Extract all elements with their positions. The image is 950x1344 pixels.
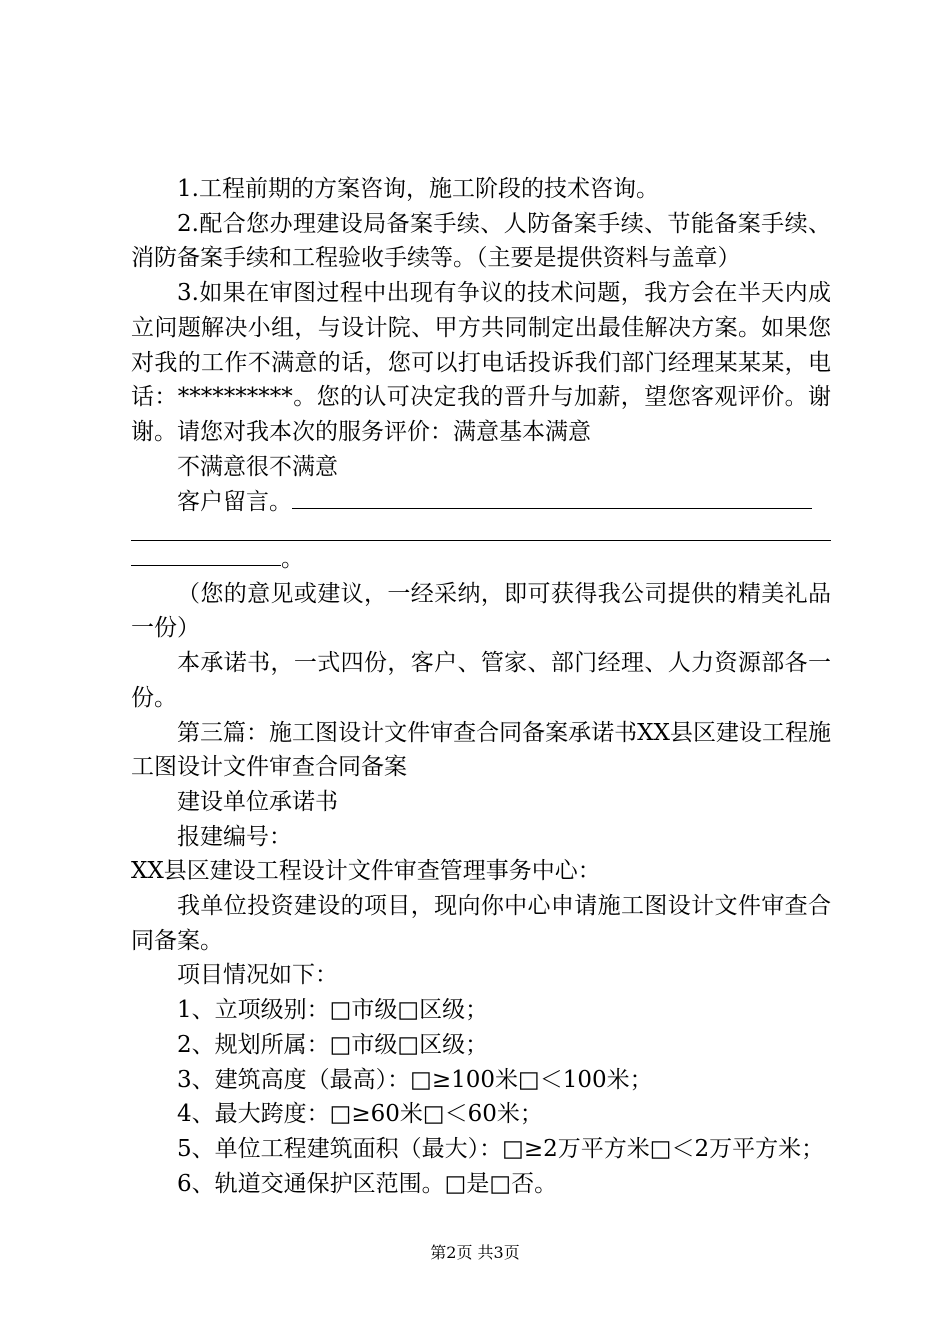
document-body (131, 172, 831, 1201)
page-footer: 第2页 共3页 (430, 1243, 520, 1262)
paragraph-message-end (131, 541, 831, 577)
paragraph-application: 我单位投资建设的项目，现向你中心申请施工图设计文件审查合同备案。 (131, 893, 831, 954)
paragraph-copies: 本承诺书，一式四份，客户、管家、部门经理、人力资源部各一份。 (131, 650, 831, 711)
message-line-1[interactable] (292, 484, 812, 509)
paragraph-item-rail-zone: 6、轨道交通保护区范围。□是□否。 (177, 1170, 558, 1197)
paragraph-registration-number: 报建编号： (177, 823, 292, 850)
paragraph-rating-options: 不满意很不满意 (177, 453, 338, 480)
paragraph-gift-note: （您的意见或建议，一经采纳，即可获得我公司提供的精美礼品一份） (131, 580, 831, 642)
message-end-mark: 。 (281, 546, 304, 573)
customer-message-label: 客户留言。 (177, 489, 292, 516)
paragraph-item-height: 3、建筑高度（最高）：□≥100米□＜100米； (177, 1066, 653, 1093)
message-line-2[interactable] (131, 520, 831, 541)
paragraph-filing-assist: 2.配合您办理建设局备案手续、人防备案手续、节能备案手续、消防备案手续和工程验收手续等。（主要是提供资料与盖章） (131, 210, 831, 272)
paragraph-commitment-title: 建设单位承诺书 (177, 788, 338, 815)
paragraph-item-area: 5、单位工程建筑面积（最大）：□≥2万平方米□＜2万平方米； (177, 1135, 825, 1162)
paragraph-addressee: XX县区建设工程设计文件审查管理事务中心： (131, 858, 601, 885)
message-line-3[interactable] (131, 541, 281, 566)
paragraph-project-info: 项目情况如下： (177, 962, 338, 989)
paragraph-consulting: 1.工程前期的方案咨询，施工阶段的技术咨询。 (177, 176, 659, 202)
paragraph-part-three-title: 第三篇：施工图设计文件审查合同备案承诺书XX县区建设工程施工图设计文件审查合同备案 (131, 719, 831, 781)
paragraph-item-approval-level: 1、立项级别：□市级□区级； (177, 997, 489, 1024)
paragraph-item-span: 4、最大跨度：□≥60米□＜60米； (177, 1101, 543, 1128)
paragraph-customer-message (131, 484, 831, 520)
paragraph-item-planning: 2、规划所属：□市级□区级； (177, 1031, 489, 1058)
paragraph-dispute-resolution: 3.如果在审图过程中出现有争议的技术问题，我方会在半天内成立问题解决小组，与设计院、甲方共同制定出最佳解决方案。如果您对我的工作不满意的话，您可以打电话投诉我们部门经理某某某，电话：**********。您的认可决定我的晋升与加薪，望您客观评价。谢谢。请您对我本次的服务评价：满意基本满意 (131, 280, 831, 445)
